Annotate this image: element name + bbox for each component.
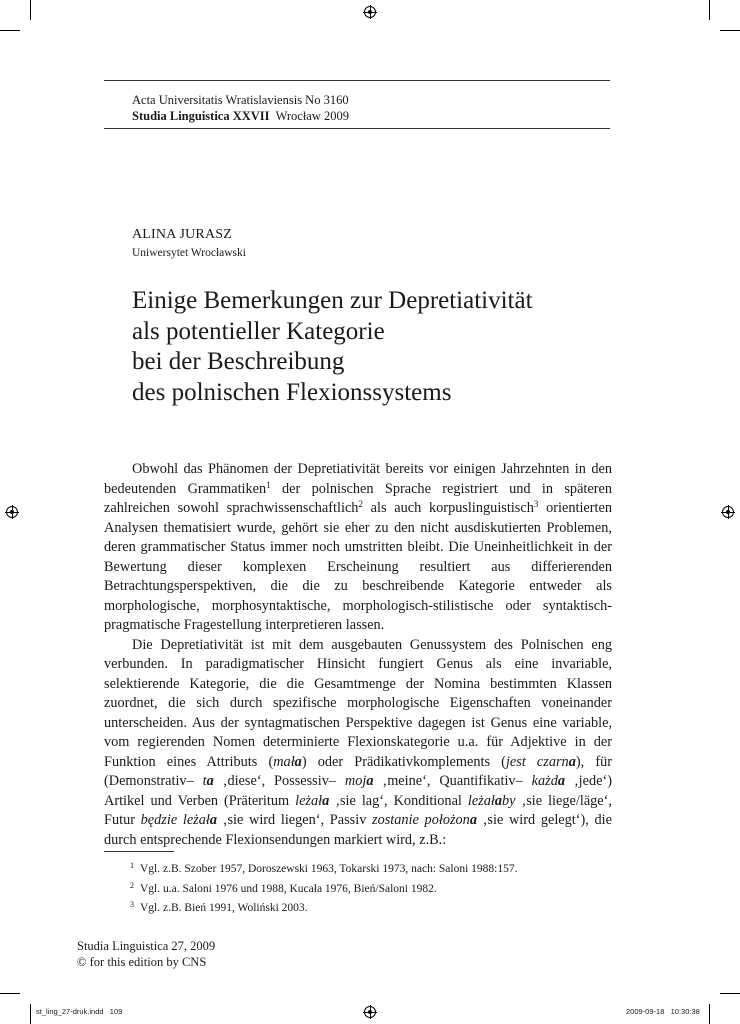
footnote xyxy=(130,878,517,898)
crop-mark xyxy=(0,30,20,31)
registration-mark-icon xyxy=(364,6,376,18)
footnote-ref: 3 xyxy=(533,499,539,509)
footnote-text: Vgl. u.a. Saloni 1976 und 1988, Kucała 1976, Bień/Saloni 1982. xyxy=(140,882,437,895)
author-name: ALINA JURASZ xyxy=(132,227,233,242)
journal-header xyxy=(132,92,349,124)
footnote xyxy=(130,858,517,878)
footer-journal: Studia Linguistica 27, 2009 xyxy=(77,939,216,953)
footnote xyxy=(130,897,517,917)
crop-mark xyxy=(709,1004,710,1024)
footnote-rule xyxy=(104,851,174,852)
journal-line: Acta Universitatis Wratislaviensis No 3160 xyxy=(132,93,349,107)
footnote-number: 1 xyxy=(130,861,134,870)
footnote-number: 3 xyxy=(130,900,134,909)
title-line: bei der Beschreibung xyxy=(132,348,345,375)
registration-mark-icon xyxy=(364,1006,376,1018)
example-word: moja xyxy=(344,773,374,789)
crop-mark xyxy=(720,993,740,994)
paragraph: Obwohl das Phänomen der Depretiativität bereits vor einigen Jahrzehnten in den bedeutenden Grammatiken$^1$ der polnischen Sprache registriert und in späteren zahlreichen sowohl sprachwissenschaftlich$^2$ als auch korpuslinguistisch$^3$ orientierten Analysen thematisiert wurde, gehört sie eher zu den nicht ausdiskutierten Problemen, deren grammatischer Status immer noch umstritten bleibt. Die Uneinheitlichkeit in der Bewertung dieser komplexen Erscheinung resultiert aus differierenden Betrachtungsperspektiven, die die zu beschreibende Kategorie entweder als morphologische, morphosyntaktische, morphologisch-stilistische oder syntaktisch-pragmatische Fragestellung interpretieren lassen. xyxy=(104,461,612,633)
footnote-text: Vgl. z.B. Bień 1991, Woliński 2003. xyxy=(140,902,308,914)
footnote-ref: 1 xyxy=(266,479,271,490)
crop-mark xyxy=(709,0,710,20)
footnote-ref: 2 xyxy=(358,499,363,509)
example-word: każda xyxy=(531,773,566,789)
title-line: als potentieller Kategorie xyxy=(132,317,385,345)
journal-volume-line xyxy=(132,108,349,124)
slug-timestamp: 2009-09-18 10:30:38 xyxy=(626,1007,700,1016)
paragraph: Die Depretiativität ist mit dem ausgebauten Genussystem des Polnischen eng verbunden. In paradigmatischer Hinsicht fungiert Genus als eine invariable, selektierende Kategorie, die die Gesamtmenge der Nomina bestimmten Klassen zuordnet, die sich durch spezifische morphologische Eigenschaften voneinander unterscheiden. Aus der syntagmatischen Perspektive dagegen ist Genus eine variable, vom regierenden Nomen determinierte Flexionskategorie u.a. für Adjektive in der Funktion eines Attributs (mała) oder Prädikativkomplements (jest czarna), für (Demonstrativ– ta ‚diese‘, Possessiv– moja ‚meine‘, Quantifikativ– każda ‚jede‘) Artikel und Verben (Präteritum leżała ‚sie lag‘, Konditional leżałaby ‚sie liege/läge‘, Futur będzie leżała ‚sie wird liegen‘, Passiv zostanie położona ‚sie wird gelegt‘), die durch entsprechende Flexionsendungen markiert wird, z.B.: xyxy=(104,636,613,848)
journal-volume: Studia Linguistica XXVII xyxy=(132,109,270,123)
example-word: ta xyxy=(202,773,214,789)
footnote-text: Vgl. z.B. Szober 1957, Doroszewski 1963, Tokarski 1973, nach: Saloni 1988:157. xyxy=(140,863,518,875)
crop-mark xyxy=(30,1004,31,1024)
slug-filename: st_ling_27-druk.indd 109 xyxy=(36,1007,123,1016)
example-word: zostanie położona xyxy=(372,812,477,828)
header-rule-top xyxy=(104,80,610,81)
example-word: leżała xyxy=(295,792,330,809)
copyright-footer xyxy=(77,938,215,970)
registration-mark-icon xyxy=(722,506,734,518)
title-line: Einige Bemerkungen zur Depretiativität xyxy=(132,287,533,314)
author-affiliation: Uniwersytet Wrocławski xyxy=(132,247,246,259)
footer-copyright: © for this edition by CNS xyxy=(77,955,207,969)
crop-mark xyxy=(30,0,31,20)
example-word: leżałaby xyxy=(467,792,516,809)
crop-mark xyxy=(0,993,20,994)
header-rule-bottom xyxy=(104,128,610,129)
example-word: jest czarna xyxy=(505,753,576,770)
article-title xyxy=(132,286,602,408)
title-line: des polnischen Flexionssystems xyxy=(132,378,452,406)
example-word: mała xyxy=(273,753,302,770)
crop-mark xyxy=(720,30,740,31)
footnote-number: 2 xyxy=(130,880,134,890)
example-word: będzie leżała xyxy=(140,812,218,828)
registration-mark-icon xyxy=(6,506,18,518)
footnotes xyxy=(130,858,517,917)
article-body xyxy=(104,460,612,850)
journal-place-year: Wrocław 2009 xyxy=(275,109,350,123)
